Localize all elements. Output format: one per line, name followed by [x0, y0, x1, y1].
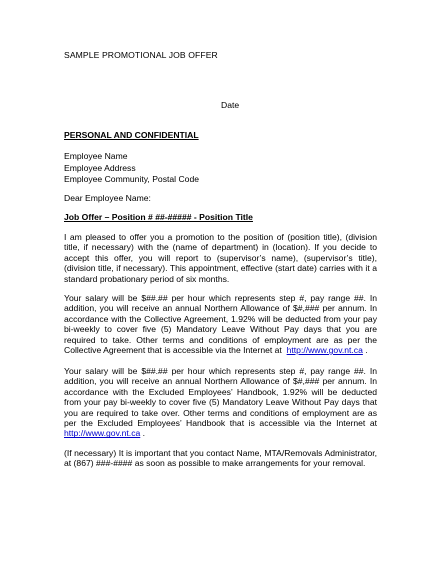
employee-address: Employee Address	[64, 162, 136, 173]
gov-link-collective[interactable]: http://www.gov.nt.ca	[286, 345, 363, 356]
confidential-heading: PERSONAL AND CONFIDENTIAL	[64, 130, 199, 140]
employee-name: Employee Name	[64, 151, 128, 161]
date-label: Date	[221, 100, 240, 110]
employee-community: Employee Community, Postal Code	[64, 174, 200, 184]
gov-link-excluded[interactable]: http://www.gov.nt.ca	[64, 428, 141, 439]
paragraph-removal: (If necessary) It is important that you contact Name, MTA/Removals Administrator, at (867) ###-#### as soon as possible to make arrangements for your removal.	[64, 448, 377, 469]
paragraph-salary-excluded	[64, 366, 377, 439]
address-block	[64, 151, 199, 186]
salutation: Dear Employee Name:	[64, 193, 151, 203]
paragraph-salary-excluded-end: .	[140, 428, 146, 439]
paragraph-salary-collective-end: .	[362, 345, 368, 356]
paragraph-salary-collective	[64, 293, 377, 355]
paragraph-salary-collective-text: Your salary will be $##.## per hour which represents step #, pay range ##. In addition, you will receive an annual Northern Allowance of $#,### per annum. In accordance with the Collective Agreement, 1.92% will be deducted from your pay bi-weekly to cover five (5) Mandatory Leave Without Pay days that you are required to take. Other terms and conditions of employment are as per the Collective Agreement that is accessible via the Internet at	[64, 293, 377, 356]
document-header-title: SAMPLE PROMOTIONAL JOB OFFER	[64, 50, 218, 60]
paragraph-promotion: I am pleased to offer you a promotion to the position of (position title), (division title, if necessary) with the (name of department) in (location). If you decide to accept this offer, you will report to (supervisor’s name), (supervisor’s title), (division title, if necessary). This appointment, effective (start date) carries with it a standard probationary period of six months.	[64, 232, 377, 284]
offer-title: Job Offer – Position # ##-##### - Position Title	[64, 212, 253, 222]
paragraph-salary-excluded-text: Your salary will be $##.## per hour which represents step #, pay range ##. In addition, you will receive an annual Northern Allowance of $#,### per annum. In accordance with the Excluded Employees’ Handbook, 1.92% will be deducted from your pay bi-weekly to cover five (5) Mandatory Leave Without Pay days that you are required to take over. Other terms and conditions of employment are as per the Excluded Employees’ Handbook that is accessible via the Internet at	[64, 366, 377, 429]
